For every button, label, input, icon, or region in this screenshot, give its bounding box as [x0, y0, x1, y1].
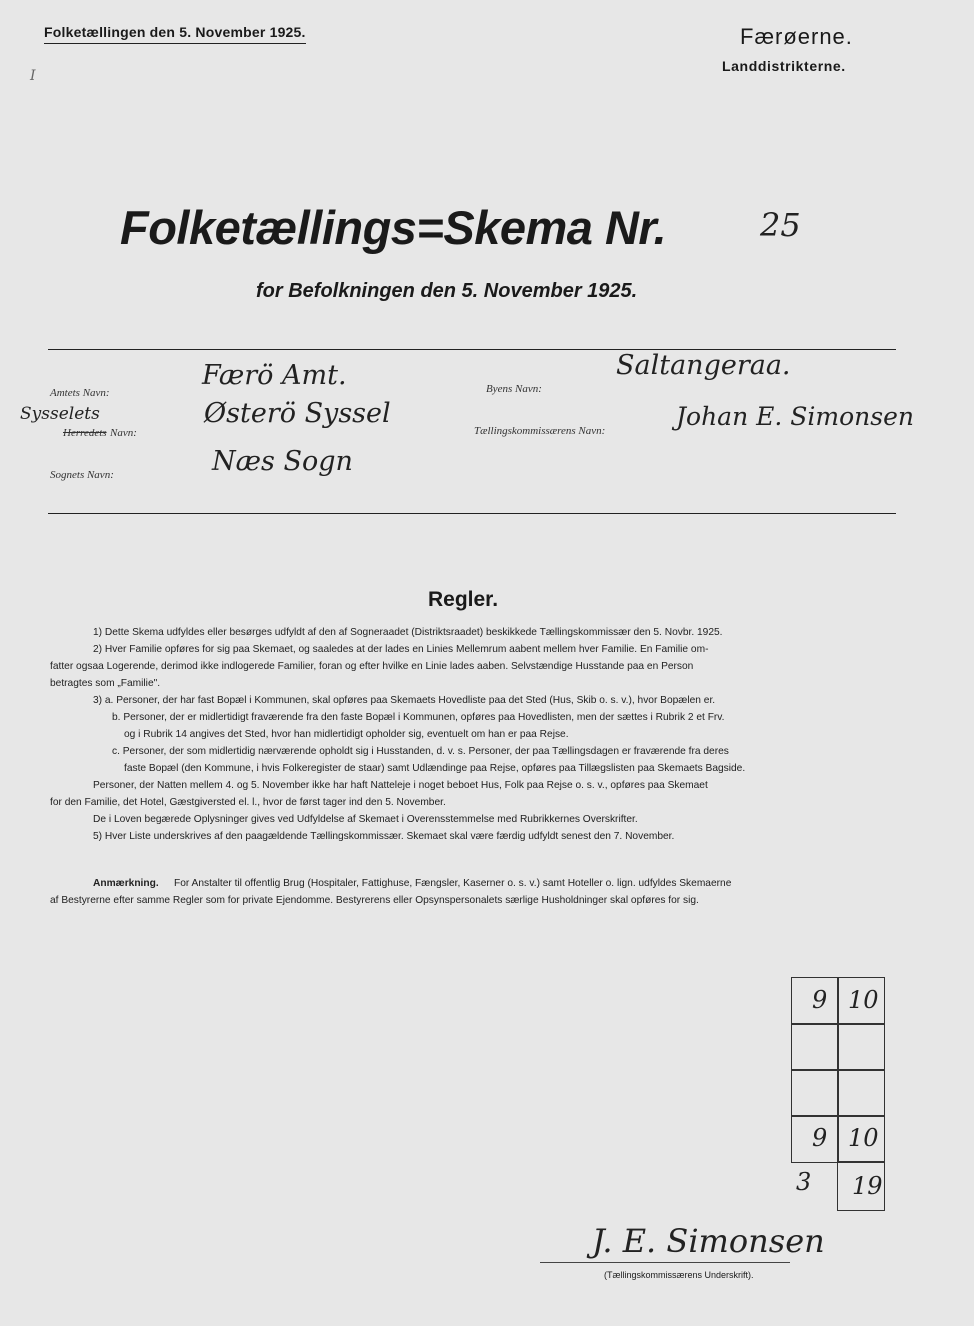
rule-line: c. Personer, der som midlertidig nærværende opholdt sig i Husstanden, d. v. s. Personer, der paa Tællingsdagen er fraværende fra deres	[112, 746, 729, 757]
tally-total-left: 3	[796, 1168, 812, 1196]
herred-label: Navn:	[110, 427, 137, 439]
tally-value: 9	[812, 986, 828, 1014]
rule-line: og i Rubrik 14 angives det Sted, hvor han midlertidigt opholder sig, eventuelt om han er paa Rejse.	[124, 729, 569, 740]
rule-line: fatter ogsaa Logerende, derimod ikke indlogerede Familier, foran og efter hvilke en Linie lades aaben. Selvstændige Husstande paa en Person	[50, 661, 694, 672]
district-heading: Landdistrikterne.	[722, 58, 846, 74]
herred-value: Østerö Syssel	[204, 398, 391, 429]
tally-value: 9	[812, 1124, 828, 1152]
census-date-heading: Folketællingen den 5. November 1925.	[44, 24, 306, 44]
margin-annotation: I	[30, 68, 36, 84]
by-label: Byens Navn:	[486, 383, 542, 395]
kommissaer-value: Johan E. Simonsen	[676, 402, 914, 431]
signature: J. E. Simonsen	[592, 1222, 825, 1260]
form-title: Folketællings=Skema Nr.	[120, 201, 667, 254]
rule-line: b. Personer, der er midlertidigt fraværende fra den faste Bopæl i Kommunen, opføres paa Hovedlisten, men der sættes i Rubrik 2 et Frv.	[112, 712, 725, 723]
tally-cell	[837, 1069, 885, 1117]
rule-line: 5) Hver Liste underskrives af den paagældende Tællingskommissær. Skemaet skal være færdig udfyldt senest den 7. November.	[93, 831, 675, 842]
tally-cell	[791, 1023, 839, 1071]
tally-cell	[791, 1069, 839, 1117]
region-heading: Færøerne.	[740, 24, 853, 49]
amt-value: Færö Amt.	[202, 360, 347, 391]
fields-bottom-rule	[48, 513, 896, 514]
form-number: 25	[760, 206, 801, 244]
rule-line: Personer, der Natten mellem 4. og 5. November ikke har haft Natteleje i noget beboet Hus, Folk paa Rejse o. s. v., opføres paa Skemaet	[93, 780, 708, 791]
rule-line: 3) a. Personer, der har fast Bopæl i Kommunen, skal opføres paa Skemaets Hovedliste paa det Sted (Hus, Skib o. s. v.), hvor Bopælen er.	[93, 695, 716, 706]
amt-label: Amtets Navn:	[50, 387, 110, 399]
tally-total-right: 19	[852, 1172, 883, 1200]
tally-value: 10	[848, 986, 879, 1014]
sogn-value: Næs Sogn	[212, 446, 353, 477]
rule-line: De i Loven begærede Oplysninger gives ved Udfyldelse af Skemaet i Overensstemmelse med Rubrikkernes Overskrifter.	[93, 814, 638, 825]
herred-label-struck: Herredets	[63, 427, 107, 439]
sogn-label: Sognets Navn:	[50, 469, 114, 481]
signature-line	[540, 1262, 790, 1263]
rules-heading: Regler.	[428, 588, 499, 611]
herred-handwritten-prefix: Sysselets	[20, 404, 100, 424]
rule-line: 2) Hver Familie opføres for sig paa Skemaet, og saaledes at der lades en Linies Mellemrum aabent mellem hver Familie. En Familie om-	[93, 644, 709, 655]
form-subtitle: for Befolkningen den 5. November 1925.	[256, 280, 638, 302]
rule-line: for den Familie, det Hotel, Gæstgiversted el. l., hvor de først tager ind den 5. November.	[50, 797, 446, 808]
rule-line: 1) Dette Skema udfyldes eller besørges udfyldt af den af Sogneraadet (Distriktsraadet) beskikkede Tællingskommissær den 5. Novbr. 1925.	[93, 627, 723, 638]
rule-line: faste Bopæl (den Kommune, i hvis Folkeregister de staar) samt Udlændinge paa Rejse, opføres paa Tillægslisten paa Skemaets Bagside.	[124, 763, 746, 774]
note-line: For Anstalter til offentlig Brug (Hospitaler, Fattighuse, Fængsler, Kaserner o. s. v.) samt Hoteller o. lign. udfyldes Skemaerne	[174, 878, 732, 889]
by-value: Saltangeraa.	[616, 350, 791, 381]
tally-cell	[837, 1023, 885, 1071]
signature-caption: (Tællingskommissærens Underskrift).	[604, 1270, 754, 1280]
note-label: Anmærkning.	[93, 878, 159, 889]
kommissaer-label: Tællingskommissærens Navn:	[474, 425, 606, 437]
note-line: af Bestyrerne efter samme Regler som for private Ejendomme. Bestyrerens eller Opsynspersonalets særlige Husholdninger skal opføres for sig.	[50, 895, 699, 906]
tally-value: 10	[848, 1124, 879, 1152]
rule-line: betragtes som „Familie".	[50, 678, 161, 689]
